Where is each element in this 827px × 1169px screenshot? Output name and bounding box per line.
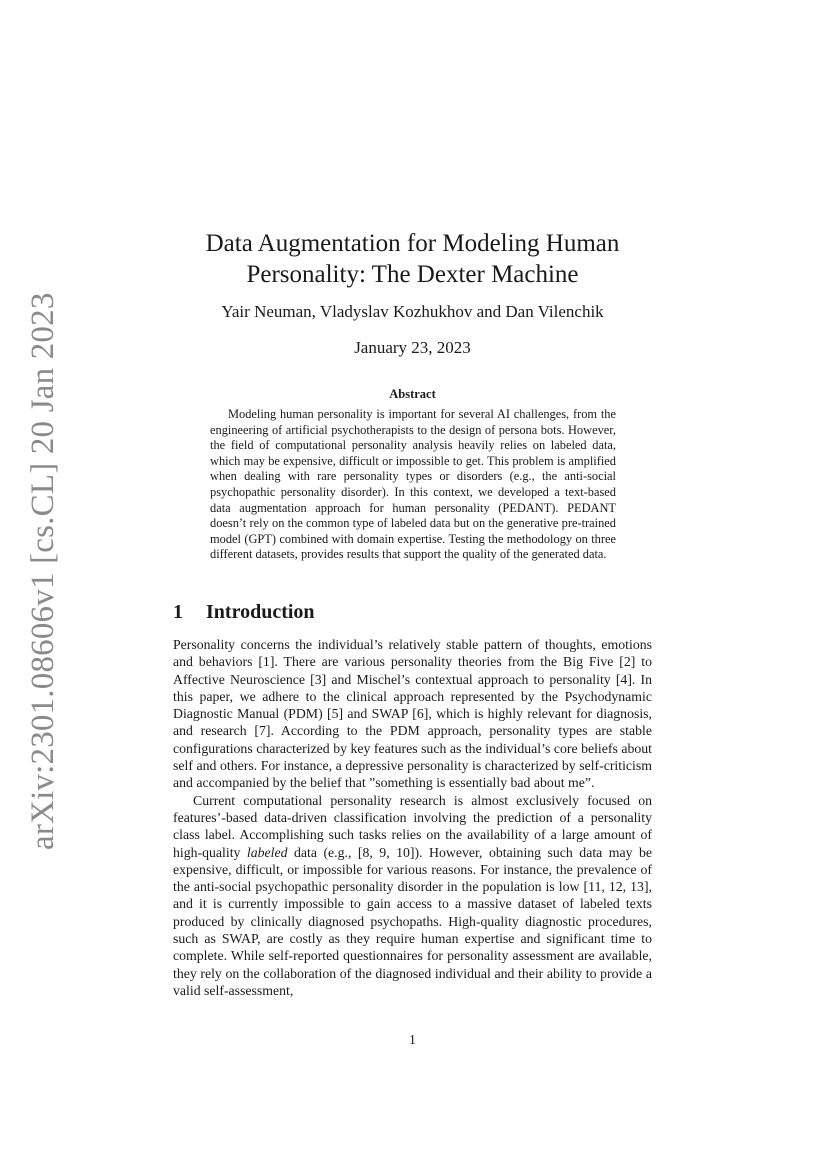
introduction-body bbox=[173, 636, 652, 999]
paper-title: Data Augmentation for Modeling Human Personality: The Dexter Machine bbox=[205, 230, 620, 288]
section-number: 1 bbox=[173, 601, 183, 623]
paragraph-1: Personality concerns the individual’s relatively stable pattern of thoughts, emotions and behaviors [1]. There are various personality theories from the Big Five [2] to Affective Neuroscience [3] and Mischel’s contextual approach to personality [4]. In this paper, we adhere to the clinical approach represented by the Psychodynamic Diagnostic Manual (PDM) [5] and SWAP [6], which is highly relevant for diagnosis, and research [7]. According to the PDM approach, personality types are stable configurations characterized by key features such as the individual’s core beliefs about self and others. For instance, a depressive personality is characterized by self-criticism and accompanied by the belief that ”something is essentially bad about me”. bbox=[173, 637, 652, 791]
paragraph-2-emphasis: labeled bbox=[246, 844, 288, 860]
abstract-heading: Abstract bbox=[389, 387, 436, 401]
paragraph-2 bbox=[173, 792, 652, 1000]
paragraph-2-part-b: data (e.g., [8, 9, 10]). However, obtaining such data may be expensive, difficult, or impossible for various reasons. For instance, the prevalence of the anti-social psychopathic personality disorder in the population is low [11, 12, 13], and it is currently impossible to gain access to a massive dataset of labeled texts produced by clinically diagnosed psychopaths. High-quality diagnostic procedures, such as SWAP, are costly as they require human expertise and significant time to complete. While self-reported questionnaires for personality assessment are available, they rely on the collaboration of the diagnosed individual and their ability to provide a valid self-assessment, bbox=[173, 844, 652, 998]
section-title: Introduction bbox=[206, 601, 315, 623]
author-list: Yair Neuman, Vladyslav Kozhukhov and Dan Vilenchik bbox=[221, 302, 604, 321]
arxiv-identifier-stamp: arXiv:2301.08606v1 [cs.CL] 20 Jan 2023 bbox=[25, 292, 61, 850]
paragraph-2-part-a: Current computational personality research is almost exclusively focused on features’-based data-driven classification involving the prediction of a personality class label. Accomplishing such tasks relies on the availability of a large amount of high-quality bbox=[173, 792, 652, 860]
abstract-text: Modeling human personality is important for several AI challenges, from the engineering of artificial psychotherapists to the design of persona bots. However, the field of computational personality analysis heavily relies on labeled data, which may be expensive, difficult or impossible to get. This problem is amplified when dealing with rare personality types or disorders (e.g., the anti-social psychopathic personality disorder). In this context, we developed a text-based data augmentation approach for human personality (PEDANT). PEDANT doesn’t rely on the common type of labeled data but on the generative pre-trained model (GPT) combined with domain expertise. Testing the methodology on three different datasets, provides results that support the quality of the generated data. bbox=[210, 407, 616, 562]
publication-date: January 23, 2023 bbox=[354, 338, 471, 357]
section-heading-introduction bbox=[173, 600, 652, 624]
page-number: 1 bbox=[409, 1032, 416, 1047]
